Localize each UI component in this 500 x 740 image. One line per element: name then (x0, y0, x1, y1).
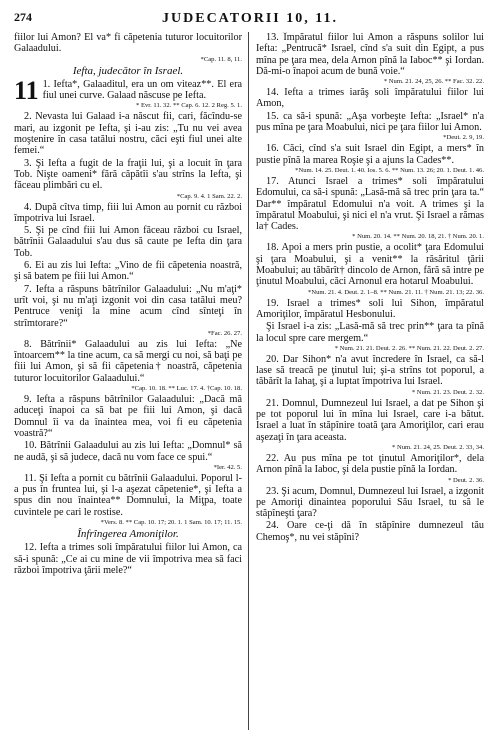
verse-4: 4. După cîtva timp, fiii lui Amon au pornit cu război împotriva lui Israel. (14, 201, 242, 224)
verse-16: 16. Căci, cînd s'a suit Israel din Egipt, a mers* în pustie pînă la marea Roşie şi a ajuns la Cades**. (256, 143, 484, 166)
running-title: JUDECATORII 10, 11. (162, 11, 338, 26)
page-number: 274 (14, 10, 32, 24)
verse-21: 21. Domnul, Dumnezeul lui Israel, a dat pe Sihon şi pe tot poporul lui în mîna lui Israel, care i-a bătut. Israel a luat în stăpînire toată ţara Amoriţilor, cari erau aşezaţi în ţara aceasta. (256, 397, 484, 443)
cross-reference: *Cap. 11. 8, 11. (200, 55, 242, 63)
cross-reference: * Num. 20. 14. ** Num. 20. 18, 21. † Num. 20. 1. (352, 233, 484, 241)
cross-reference: *Vers. 8. ** Cap. 10. 17; 20. 1. 1 Sam. 10. 17; 11. 15. (100, 518, 242, 526)
verse-1-text: 1. Iefta*, Galaaditul, era un om viteaz**. El era fiul unei curve. Galaad născuse pe Iefta. (42, 78, 242, 102)
verse-3: 3. Şi Iefta a fugit de la fraţii lui, şi a locuit în ţara Tob. Nişte oameni* fără căpătîi s'au strîns la Iefta, şi făceau plimbări cu el. (14, 157, 242, 192)
verse-5: 5. Şi pe cînd fiii lui Amon făceau război cu Israel, bătrînii Galaadului s'au dus să caute pe Iefta din ţara Tob. (14, 225, 242, 259)
cross-reference: * Num. 21. 24, 25, 26. ** Fac. 32. 22. (383, 78, 484, 86)
chapter-number: 11 (14, 75, 39, 105)
section-heading: Iefta, judecător în Israel. (72, 64, 184, 77)
verse-1 (14, 75, 242, 105)
right-column (256, 32, 484, 734)
verse-9: 9. Iefta a răspuns bătrînilor Galaadului: „Dacă mă aduceţi înapoi ca să bat pe fiii lui Amon, şi dacă Domnul îi va da înaintea mea, voi fi eu căpetenia voastră?“ (14, 394, 242, 439)
verse-18: 18. Apoi a mers prin pustie, a ocolit* ţara Edomului şi ţara Moabului, şi a venit** la răsăritul ţării Moabului; au tăbărît† dincolo de Arnon, fără să intre pe ţinutul Moabului, căci Arnonul era hotarul Moabului. (256, 242, 484, 288)
page-header (14, 8, 486, 30)
verse-8: 8. Bătrînii* Galaadului au zis lui Iefta: „Ne întoarcem** la tine acum, ca să mergi cu noi, să baţi pe fiii lui Amon, şi să fii căpetenia† noastră, căpetenia tuturor locuitorilor Galaadului.“ (14, 338, 242, 384)
verse-14: 14. Iefta a trimes iarăş soli împăratului fiilor lui Amon, (256, 87, 484, 110)
cross-reference: *Num. 14. 25. Deut. 1. 40. Ios. 5. 6. ** Num. 13. 26; 20. 1. Deut. 1. 46. (295, 166, 484, 174)
verse-7: 7. Iefta a răspuns bătrînilor Galaadului: „Nu m'aţi* urît voi, şi nu m'aţi izgonit voi din casa tatălui meu? Pentruce veniţi la mine acum cînd sînteţi în strîmtorare?“ (14, 283, 242, 329)
cross-reference: *Num. 21. 4. Deut. 2. 1–8. ** Num. 21. 11. † Num. 21. 13; 22. 36. (308, 288, 484, 296)
left-column (14, 32, 242, 734)
cross-reference: * Num. 21. 23. Deut. 2. 32. (411, 388, 484, 396)
verse-15: 15. ca să-i spună: „Aşa vorbeşte Iefta: „Israel* n'a pus mîna pe ţara Moabului, nici pe ţara fiilor lui Amon. (256, 110, 484, 134)
section-heading: Înfrîngerea Amoniţilor. (77, 527, 179, 540)
verse-2: 2. Nevasta lui Galaad i-a născut fii, cari, făcîndu-se mari, au izgonit pe Iefta, şi i-au zis: „Tu nu vei avea moştenire în casa tatălui nostru, căci eşti fiul unei alte femei.“ (14, 111, 242, 157)
verse-22: 22. Au pus mîna pe tot ţinutul Amoriţilor*, dela Arnon pînă la Iaboc, şi dela pustie pînă la Iordan. (256, 452, 484, 476)
verse-17: 17. Atunci Israel a trimes* soli împăratului Edomului, ca să-i spună: „Lasă-mă să trec prin ţara ta.“ Dar** împăratul Edomului n'a voit. A trimes şi la împăratul Moabului, şi nici el n'a vrut. Şi Israel a rămas la† Cades. (256, 175, 484, 233)
cross-reference: *Cap. 10. 18. ** Luc. 17. 4. †Cap. 10. 18. (131, 385, 242, 393)
verse-19-continued: Şi Israel i-a zis: „Lasă-mă să trec prin** ţara ta pînă la locul spre care mergem.“ (256, 321, 484, 344)
verse-6: 6. Ei au zis lui Iefta: „Vino de fii căpetenia noastră, şi să batem pe fiii lui Amon.“ (14, 260, 242, 283)
verse-12: 12. Iefta a trimes soli împăratului fiilor lui Amon, ca să-i spună: „Ce ai cu mine de vii împotriva mea să faci război împotriva ţării mele?“ (14, 542, 242, 576)
verse-13: 13. Împăratul fiilor lui Amon a răspuns solilor lui Iefta: „Pentrucă* Israel, cînd s'a suit din Egipt, a pus mîna pe ţara mea, dela Arnon pînă la Iaboc** şi Iordan. Dă-mi-o înapoi acum de bună voie.“ (256, 32, 484, 77)
verse-20: 20. Dar Sihon* n'a avut încredere în Israel, ca să-l lase să treacă pe ţinutul lui; şi-a strîns tot poporul, a tăbărît la Iahaţ, şi a luptat împotriva lui Israel. (256, 353, 484, 388)
cross-reference: *Fac. 26. 27. (207, 329, 242, 337)
column-divider (248, 32, 249, 730)
cross-reference: * Deut. 2. 36. (448, 476, 484, 484)
cross-reference: *Cap. 9. 4. 1 Sam. 22. 2. (176, 192, 242, 200)
verse-11: 11. Şi Iefta a pornit cu bătrînii Galaadului. Poporul l-a pus în fruntea lui, şi l-a aşezat căpetenie*, şi Iefta a spus din nou înaintea** Domnului, la Miţpa, toate cuvintele pe cari le rostise. (14, 472, 242, 518)
cross-reference: *Deut. 2. 9, 19. (443, 134, 484, 142)
verse-24: 24. Oare ce-ţi dă în stăpînire dumnezeul tău Chemoş*, nu vei stăpîni? (256, 520, 484, 543)
verse-19: 19. Israel a trimes* soli lui Sihon, împăratul Amoriţilor, împăratul Hesbonului. (256, 297, 484, 320)
cross-reference: * Num. 21. 24, 25. Deut. 2. 33, 34. (392, 443, 484, 451)
cross-reference: * Evr. 11. 32. ** Cap. 6. 12. 2 Reg. 5. 1. (136, 102, 242, 110)
verse-23: 23. Şi acum, Domnul, Dumnezeul lui Israel, a izgonit pe Amoriţi dinaintea poporului Său Israel, tu să le stăpîneşti ţara? (256, 485, 484, 520)
verse-10-18-continuation: fiilor lui Amon? El va* fi căpetenia tuturor locuitorilor Galaadului. (14, 32, 242, 55)
cross-reference: * Num. 21. 21. Deut. 2. 26. ** Num. 21. 22. Deut. 2. 27. (334, 344, 484, 352)
cross-reference: *Ier. 42. 5. (213, 463, 242, 471)
verse-10: 10. Bătrînii Galaadului au zis lui Iefta: „Domnul* să ne audă, şi să judece, dacă nu vom face ce spui.“ (14, 440, 242, 463)
